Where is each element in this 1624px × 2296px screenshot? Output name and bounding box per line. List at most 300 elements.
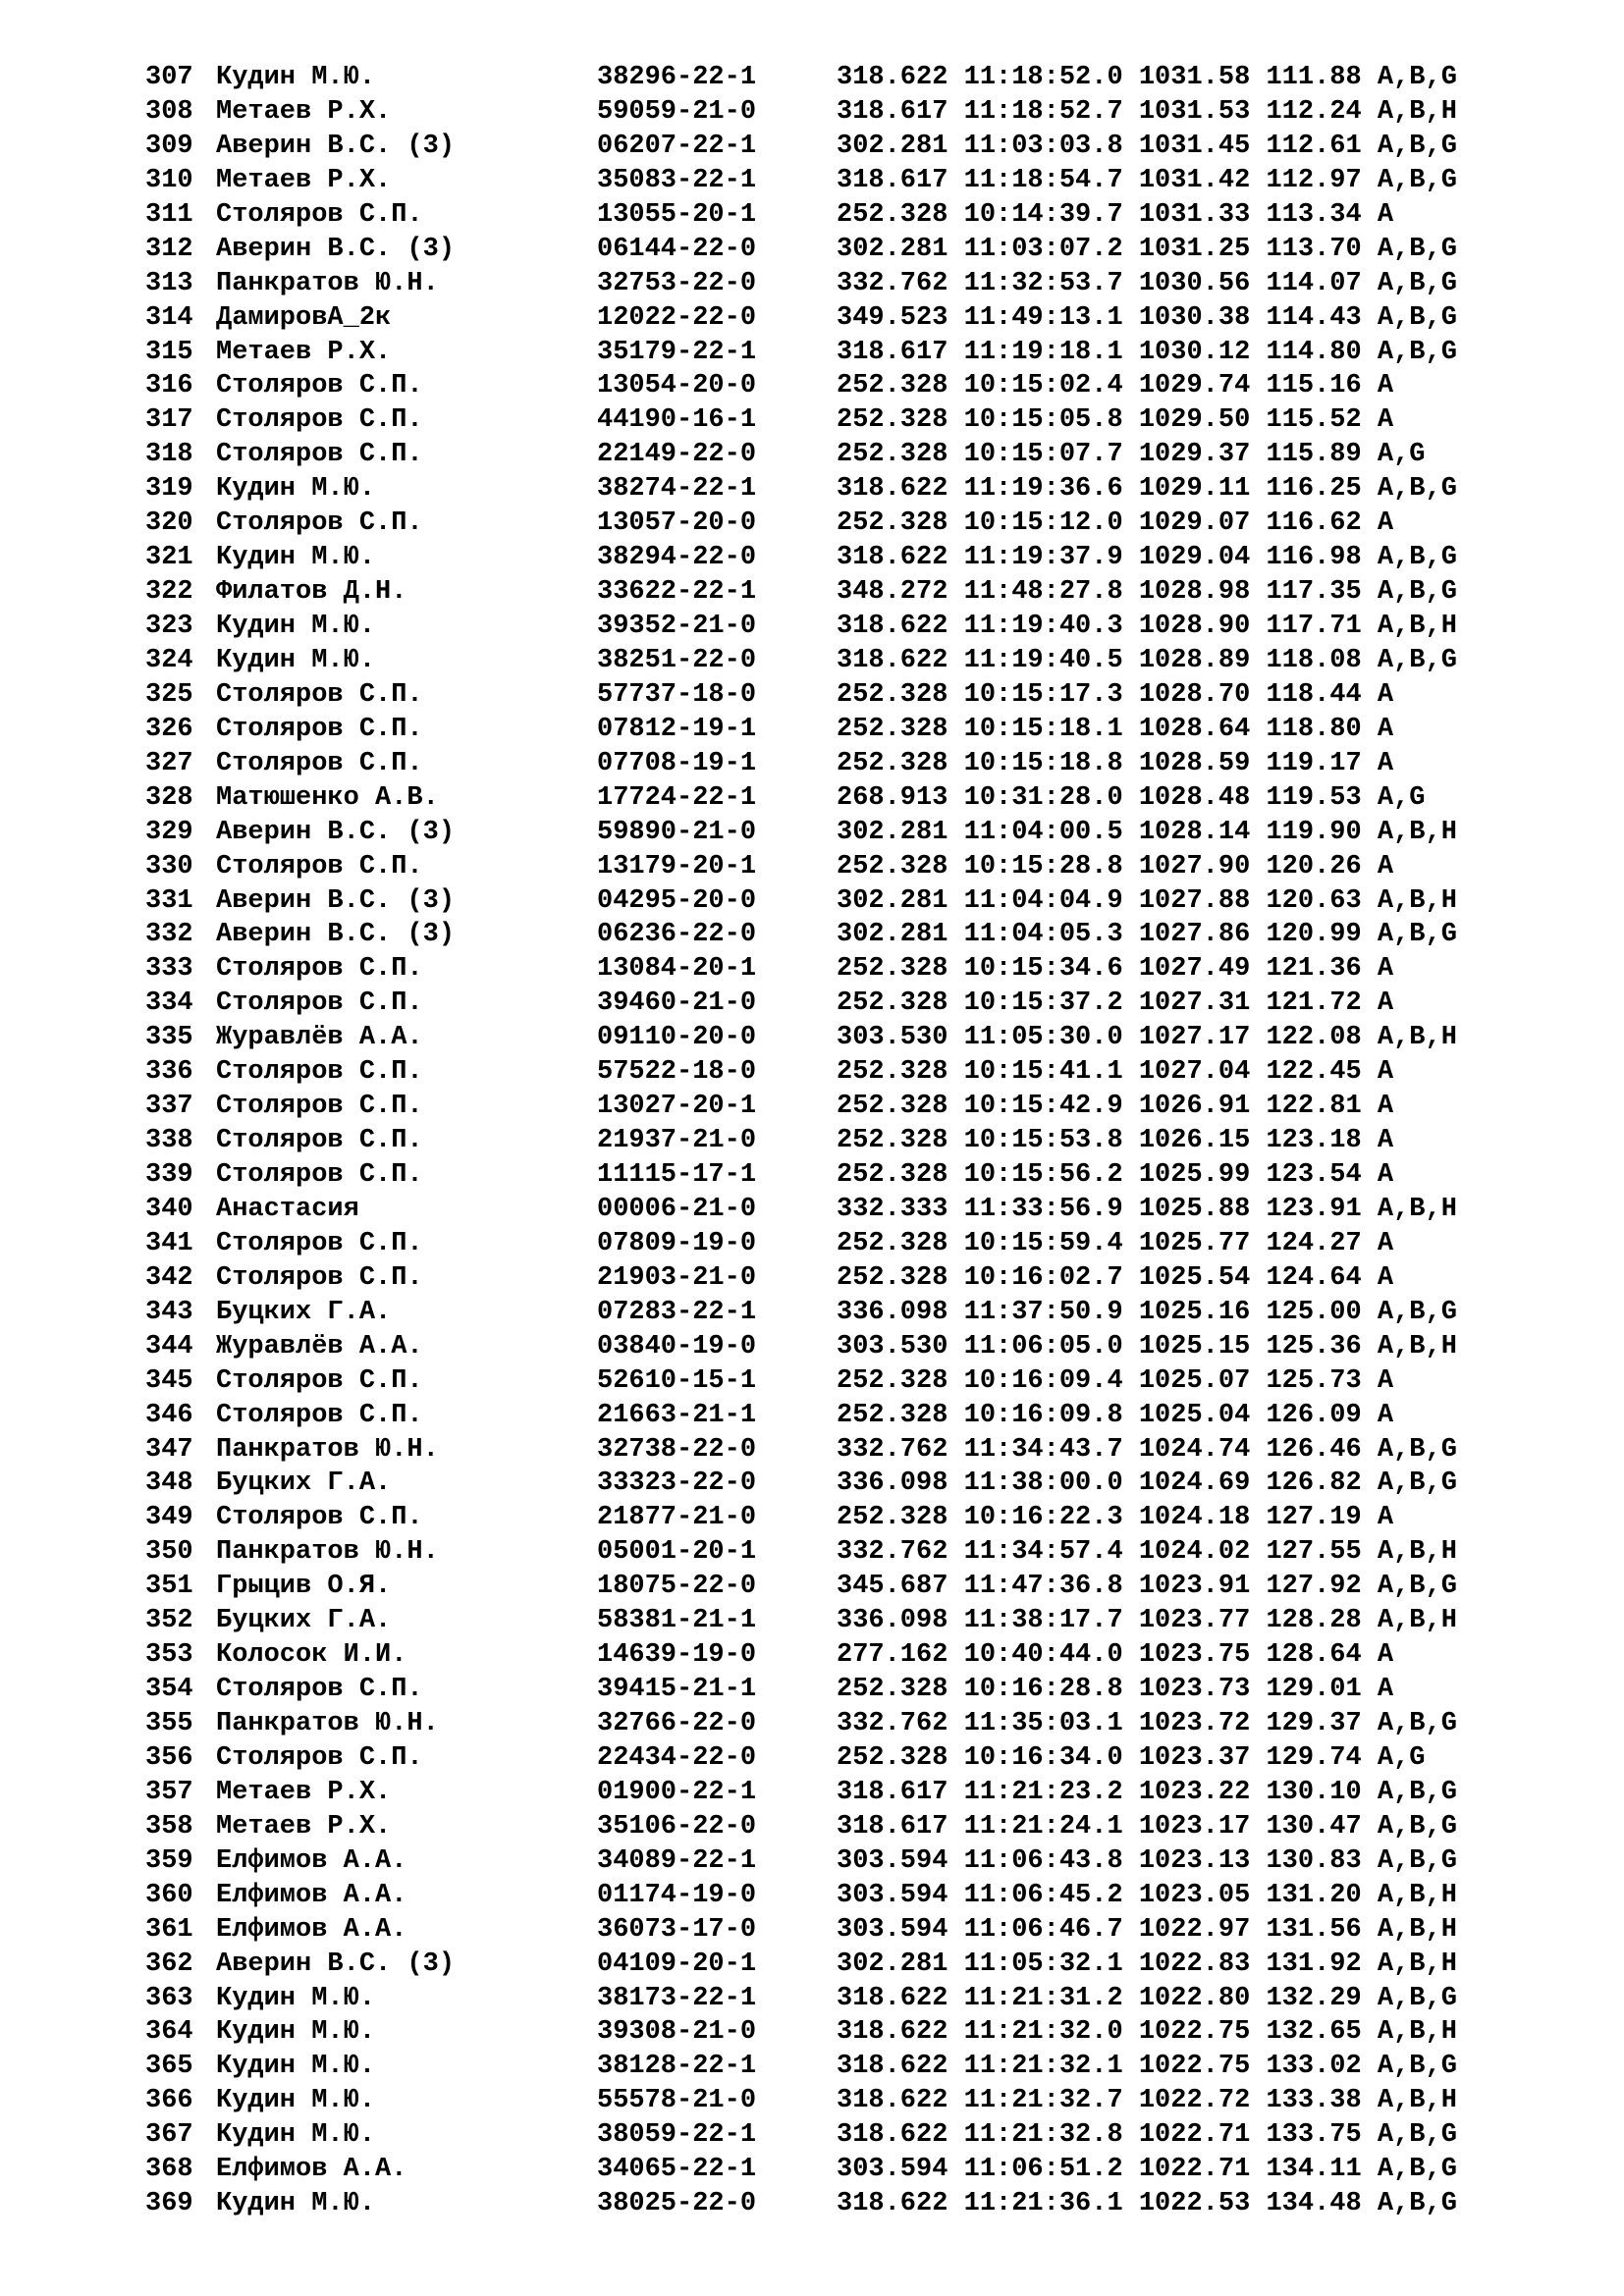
row-number: 314 bbox=[145, 302, 193, 333]
participant-name: Кудин М.Ю. bbox=[216, 543, 376, 573]
ring-id: 18075-22-0 bbox=[597, 1572, 757, 1602]
row-number: 323 bbox=[145, 612, 193, 641]
table-row bbox=[0, 2118, 1624, 2153]
participant-name: Кудин М.Ю. bbox=[216, 645, 376, 675]
result-values: 349.523 11:49:13.1 1030.38 114.43 A,B,G bbox=[837, 302, 1457, 333]
ring-id: 35083-22-1 bbox=[597, 165, 757, 195]
result-values: 302.281 11:04:05.3 1027.86 120.99 A,B,G bbox=[837, 920, 1457, 950]
participant-name: Метаев Р.Х. bbox=[216, 1811, 392, 1842]
row-number: 321 bbox=[145, 543, 193, 573]
participant-name: Метаев Р.Х. bbox=[216, 96, 392, 127]
ring-id: 39308-21-0 bbox=[597, 2017, 757, 2048]
participant-name: Столяров С.П. bbox=[216, 1503, 423, 1533]
row-number: 336 bbox=[145, 1057, 193, 1088]
row-number: 356 bbox=[145, 1742, 193, 1773]
result-values: 303.594 11:06:45.2 1023.05 131.20 A,B,H bbox=[837, 1880, 1457, 1910]
row-number: 320 bbox=[145, 508, 193, 539]
result-values: 332.762 11:34:43.7 1024.74 126.46 A,B,G bbox=[837, 1434, 1457, 1465]
table-row bbox=[0, 2015, 1624, 2050]
row-number: 332 bbox=[145, 920, 193, 950]
row-number: 352 bbox=[145, 1606, 193, 1636]
result-values: 303.530 11:06:05.0 1025.15 125.36 A,B,H bbox=[837, 1331, 1457, 1362]
result-values: 336.098 11:38:00.0 1024.69 126.82 A,B,G bbox=[837, 1468, 1457, 1499]
table-row bbox=[0, 336, 1624, 370]
row-number: 315 bbox=[145, 337, 193, 367]
participant-name: Столяров С.П. bbox=[216, 1092, 423, 1122]
row-number: 353 bbox=[145, 1640, 193, 1671]
ring-id: 33323-22-0 bbox=[597, 1468, 757, 1499]
row-number: 366 bbox=[145, 2086, 193, 2116]
result-values: 252.328 10:15:42.9 1026.91 122.81 A bbox=[837, 1092, 1394, 1122]
result-values: 302.281 11:05:32.1 1022.83 131.92 A,B,H bbox=[837, 1949, 1457, 1979]
participant-name: Кудин М.Ю. bbox=[216, 2120, 376, 2151]
participant-name: Буцких Г.А. bbox=[216, 1297, 392, 1327]
ring-id: 22149-22-0 bbox=[597, 440, 757, 470]
ring-id: 55578-21-0 bbox=[597, 2086, 757, 2116]
ring-id: 03840-19-0 bbox=[597, 1331, 757, 1362]
participant-name: Столяров С.П. bbox=[216, 988, 423, 1019]
row-number: 344 bbox=[145, 1331, 193, 1362]
result-values: 252.328 10:16:22.3 1024.18 127.19 A bbox=[837, 1503, 1394, 1533]
ring-id: 21937-21-0 bbox=[597, 1126, 757, 1156]
row-number: 359 bbox=[145, 1845, 193, 1876]
table-row bbox=[0, 1364, 1624, 1399]
table-row bbox=[0, 1776, 1624, 1810]
table-row bbox=[0, 713, 1624, 747]
table-row bbox=[0, 2153, 1624, 2187]
row-number: 327 bbox=[145, 748, 193, 778]
ring-id: 13054-20-0 bbox=[597, 371, 757, 401]
table-row bbox=[0, 1570, 1624, 1604]
table-row bbox=[0, 1604, 1624, 1638]
result-values: 302.281 11:04:00.5 1028.14 119.90 A,B,H bbox=[837, 817, 1457, 847]
table-row bbox=[0, 1673, 1624, 1707]
result-values: 302.281 11:03:07.2 1031.25 113.70 A,B,G bbox=[837, 234, 1457, 264]
table-row bbox=[0, 1501, 1624, 1535]
table-row bbox=[0, 678, 1624, 713]
table-row bbox=[0, 1467, 1624, 1501]
participant-name: Кудин М.Ю. bbox=[216, 2189, 376, 2219]
result-values: 318.617 11:21:24.1 1023.17 130.47 A,B,G bbox=[837, 1811, 1457, 1842]
row-number: 354 bbox=[145, 1675, 193, 1705]
table-row bbox=[0, 1879, 1624, 1913]
participant-name: Буцких Г.А. bbox=[216, 1606, 392, 1636]
result-values: 252.328 10:16:34.0 1023.37 129.74 A,G bbox=[837, 1742, 1426, 1773]
participant-name: Кудин М.Ю. bbox=[216, 63, 376, 92]
table-row bbox=[0, 198, 1624, 233]
result-values: 252.328 10:15:02.4 1029.74 115.16 A bbox=[837, 371, 1394, 401]
participant-name: Столяров С.П. bbox=[216, 1675, 423, 1705]
participant-name: Анастасия bbox=[216, 1194, 359, 1224]
table-row bbox=[0, 1296, 1624, 1330]
participant-name: Столяров С.П. bbox=[216, 954, 423, 985]
participant-name: Аверин В.С. (3) bbox=[216, 1949, 456, 1979]
participant-name: Столяров С.П. bbox=[216, 1262, 423, 1293]
participant-name: Матюшенко А.В. bbox=[216, 782, 439, 813]
table-row bbox=[0, 850, 1624, 884]
result-values: 303.530 11:05:30.0 1027.17 122.08 A,B,H bbox=[837, 1023, 1457, 1053]
ring-id: 22434-22-0 bbox=[597, 1742, 757, 1773]
table-row bbox=[0, 1158, 1624, 1193]
ring-id: 07809-19-0 bbox=[597, 1228, 757, 1258]
ring-id: 11115-17-1 bbox=[597, 1160, 757, 1190]
row-number: 318 bbox=[145, 440, 193, 470]
result-values: 252.328 10:15:56.2 1025.99 123.54 A bbox=[837, 1160, 1394, 1190]
row-number: 362 bbox=[145, 1949, 193, 1979]
ring-id: 44190-16-1 bbox=[597, 405, 757, 436]
participant-name: Панкратов Ю.Н. bbox=[216, 268, 439, 298]
row-number: 339 bbox=[145, 1160, 193, 1190]
row-number: 364 bbox=[145, 2017, 193, 2048]
ring-id: 39460-21-0 bbox=[597, 988, 757, 1019]
result-values: 332.762 11:35:03.1 1023.72 129.37 A,B,G bbox=[837, 1709, 1457, 1738]
row-number: 308 bbox=[145, 96, 193, 127]
table-row bbox=[0, 130, 1624, 164]
table-row bbox=[0, 884, 1624, 919]
row-number: 331 bbox=[145, 885, 193, 916]
row-number: 313 bbox=[145, 268, 193, 298]
ring-id: 35179-22-1 bbox=[597, 337, 757, 367]
table-row bbox=[0, 1913, 1624, 1948]
row-number: 311 bbox=[145, 199, 193, 230]
ring-id: 38251-22-0 bbox=[597, 645, 757, 675]
ring-id: 04109-20-1 bbox=[597, 1949, 757, 1979]
participant-name: Журавлёв А.А. bbox=[216, 1331, 423, 1362]
ring-id: 12022-22-0 bbox=[597, 302, 757, 333]
row-number: 324 bbox=[145, 645, 193, 675]
table-row bbox=[0, 1090, 1624, 1124]
result-values: 252.328 10:16:09.4 1025.07 125.73 A bbox=[837, 1365, 1394, 1396]
ring-id: 38274-22-1 bbox=[597, 474, 757, 505]
table-row bbox=[0, 575, 1624, 610]
participant-name: Аверин В.С. (3) bbox=[216, 885, 456, 916]
participant-name: Столяров С.П. bbox=[216, 1400, 423, 1430]
result-values: 252.328 10:14:39.7 1031.33 113.34 A bbox=[837, 199, 1394, 230]
result-values: 252.328 10:15:34.6 1027.49 121.36 A bbox=[837, 954, 1394, 985]
participant-name: Столяров С.П. bbox=[216, 405, 423, 436]
row-number: 325 bbox=[145, 679, 193, 710]
row-number: 365 bbox=[145, 2052, 193, 2082]
result-values: 348.272 11:48:27.8 1028.98 117.35 A,B,G bbox=[837, 577, 1457, 608]
result-values: 252.328 10:15:12.0 1029.07 116.62 A bbox=[837, 508, 1394, 539]
table-row bbox=[0, 1330, 1624, 1364]
table-row bbox=[0, 164, 1624, 198]
result-values: 252.328 10:15:05.8 1029.50 115.52 A bbox=[837, 405, 1394, 436]
table-row bbox=[0, 267, 1624, 301]
row-number: 341 bbox=[145, 1228, 193, 1258]
participant-name: Аверин В.С. (3) bbox=[216, 817, 456, 847]
results-table bbox=[0, 61, 1624, 2221]
ring-id: 38128-22-1 bbox=[597, 2052, 757, 2082]
table-row bbox=[0, 781, 1624, 816]
table-row bbox=[0, 369, 1624, 403]
ring-id: 13084-20-1 bbox=[597, 954, 757, 985]
table-row bbox=[0, 1399, 1624, 1433]
ring-id: 32753-22-0 bbox=[597, 268, 757, 298]
table-row bbox=[0, 1810, 1624, 1844]
participant-name: Столяров С.П. bbox=[216, 1057, 423, 1088]
row-number: 342 bbox=[145, 1262, 193, 1293]
participant-name: Столяров С.П. bbox=[216, 679, 423, 710]
participant-name: Грыцив О.Я. bbox=[216, 1572, 392, 1602]
table-row bbox=[0, 95, 1624, 130]
participant-name: Столяров С.П. bbox=[216, 508, 423, 539]
participant-name: Кудин М.Ю. bbox=[216, 2052, 376, 2082]
table-row bbox=[0, 2084, 1624, 2118]
result-values: 318.622 11:21:32.0 1022.75 132.65 A,B,H bbox=[837, 2017, 1457, 2048]
participant-name: Панкратов Ю.Н. bbox=[216, 1434, 439, 1465]
row-number: 343 bbox=[145, 1297, 193, 1327]
table-row bbox=[0, 1261, 1624, 1296]
row-number: 351 bbox=[145, 1572, 193, 1602]
result-values: 252.328 10:15:28.8 1027.90 120.26 A bbox=[837, 851, 1394, 881]
table-row bbox=[0, 61, 1624, 95]
row-number: 338 bbox=[145, 1126, 193, 1156]
participant-name: Кудин М.Ю. bbox=[216, 612, 376, 641]
participant-name: Столяров С.П. bbox=[216, 1228, 423, 1258]
participant-name: Кудин М.Ю. bbox=[216, 2086, 376, 2116]
table-row bbox=[0, 2187, 1624, 2221]
row-number: 329 bbox=[145, 817, 193, 847]
table-row bbox=[0, 610, 1624, 644]
participant-name: Столяров С.П. bbox=[216, 1160, 423, 1190]
result-values: 303.594 11:06:43.8 1023.13 130.83 A,B,G bbox=[837, 1845, 1457, 1876]
result-values: 303.594 11:06:51.2 1022.71 134.11 A,B,G bbox=[837, 2155, 1457, 2185]
ring-id: 17724-22-1 bbox=[597, 782, 757, 813]
table-row bbox=[0, 233, 1624, 267]
ring-id: 58381-21-1 bbox=[597, 1606, 757, 1636]
participant-name: Аверин В.С. (3) bbox=[216, 234, 456, 264]
participant-name: Кудин М.Ю. bbox=[216, 474, 376, 505]
ring-id: 06236-22-0 bbox=[597, 920, 757, 950]
row-number: 328 bbox=[145, 782, 193, 813]
row-number: 316 bbox=[145, 371, 193, 401]
ring-id: 21903-21-0 bbox=[597, 1262, 757, 1293]
table-row bbox=[0, 747, 1624, 781]
result-values: 252.328 10:16:09.8 1025.04 126.09 A bbox=[837, 1400, 1394, 1430]
row-number: 337 bbox=[145, 1092, 193, 1122]
ring-id: 34089-22-1 bbox=[597, 1845, 757, 1876]
row-number: 307 bbox=[145, 63, 193, 92]
participant-name: Столяров С.П. bbox=[216, 748, 423, 778]
result-values: 332.762 11:32:53.7 1030.56 114.07 A,B,G bbox=[837, 268, 1457, 298]
result-values: 332.762 11:34:57.4 1024.02 127.55 A,B,H bbox=[837, 1537, 1457, 1568]
result-values: 318.617 11:19:18.1 1030.12 114.80 A,B,G bbox=[837, 337, 1457, 367]
ring-id: 39352-21-0 bbox=[597, 612, 757, 641]
participant-name: Буцких Г.А. bbox=[216, 1468, 392, 1499]
table-row bbox=[0, 1193, 1624, 1227]
result-values: 318.622 11:18:52.0 1031.58 111.88 A,B,G bbox=[837, 63, 1457, 92]
result-values: 318.622 11:19:37.9 1029.04 116.98 A,B,G bbox=[837, 543, 1457, 573]
result-values: 268.913 10:31:28.0 1028.48 119.53 A,G bbox=[837, 782, 1426, 813]
participant-name: Столяров С.П. bbox=[216, 714, 423, 744]
row-number: 333 bbox=[145, 954, 193, 985]
row-number: 349 bbox=[145, 1503, 193, 1533]
table-row bbox=[0, 438, 1624, 472]
row-number: 361 bbox=[145, 1914, 193, 1945]
participant-name: Столяров С.П. bbox=[216, 371, 423, 401]
table-row bbox=[0, 1055, 1624, 1090]
ring-id: 06207-22-1 bbox=[597, 131, 757, 161]
participant-name: Елфимов А.А. bbox=[216, 1845, 407, 1876]
participant-name: Панкратов Ю.Н. bbox=[216, 1537, 439, 1568]
result-values: 318.622 11:19:40.3 1028.90 117.71 A,B,H bbox=[837, 612, 1457, 641]
row-number: 326 bbox=[145, 714, 193, 744]
row-number: 334 bbox=[145, 988, 193, 1019]
row-number: 348 bbox=[145, 1468, 193, 1499]
result-values: 318.622 11:19:36.6 1029.11 116.25 A,B,G bbox=[837, 474, 1457, 505]
table-row bbox=[0, 1948, 1624, 1982]
result-values: 252.328 10:15:59.4 1025.77 124.27 A bbox=[837, 1228, 1394, 1258]
ring-id: 09110-20-0 bbox=[597, 1023, 757, 1053]
result-values: 318.617 11:21:23.2 1023.22 130.10 A,B,G bbox=[837, 1777, 1457, 1807]
participant-name: Елфимов А.А. bbox=[216, 1880, 407, 1910]
result-values: 332.333 11:33:56.9 1025.88 123.91 A,B,H bbox=[837, 1194, 1457, 1224]
result-values: 336.098 11:37:50.9 1025.16 125.00 A,B,G bbox=[837, 1297, 1457, 1327]
ring-id: 57522-18-0 bbox=[597, 1057, 757, 1088]
ring-id: 01900-22-1 bbox=[597, 1777, 757, 1807]
participant-name: Колосок И.И. bbox=[216, 1640, 407, 1671]
participant-name: Елфимов А.А. bbox=[216, 2155, 407, 2185]
result-values: 252.328 10:15:53.8 1026.15 123.18 A bbox=[837, 1126, 1394, 1156]
result-values: 252.328 10:15:18.8 1028.59 119.17 A bbox=[837, 748, 1394, 778]
row-number: 319 bbox=[145, 474, 193, 505]
result-values: 252.328 10:16:28.8 1023.73 129.01 A bbox=[837, 1675, 1394, 1705]
result-values: 318.622 11:21:31.2 1022.80 132.29 A,B,G bbox=[837, 1983, 1457, 2013]
row-number: 322 bbox=[145, 577, 193, 608]
row-number: 335 bbox=[145, 1023, 193, 1053]
ring-id: 05001-20-1 bbox=[597, 1537, 757, 1568]
row-number: 369 bbox=[145, 2189, 193, 2219]
result-values: 318.622 11:19:40.5 1028.89 118.08 A,B,G bbox=[837, 645, 1457, 675]
table-row bbox=[0, 301, 1624, 336]
row-number: 340 bbox=[145, 1194, 193, 1224]
row-number: 355 bbox=[145, 1709, 193, 1738]
ring-id: 07283-22-1 bbox=[597, 1297, 757, 1327]
participant-name: Кудин М.Ю. bbox=[216, 2017, 376, 2048]
result-values: 252.328 10:15:07.7 1029.37 115.89 A,G bbox=[837, 440, 1426, 470]
ring-id: 13179-20-1 bbox=[597, 851, 757, 881]
result-values: 318.622 11:21:32.8 1022.71 133.75 A,B,G bbox=[837, 2120, 1457, 2151]
table-row bbox=[0, 403, 1624, 438]
ring-id: 33622-22-1 bbox=[597, 577, 757, 608]
table-row bbox=[0, 1021, 1624, 1055]
row-number: 357 bbox=[145, 1777, 193, 1807]
row-number: 350 bbox=[145, 1537, 193, 1568]
result-values: 318.622 11:21:32.1 1022.75 133.02 A,B,G bbox=[837, 2052, 1457, 2082]
table-row bbox=[0, 1227, 1624, 1261]
ring-id: 59890-21-0 bbox=[597, 817, 757, 847]
ring-id: 13027-20-1 bbox=[597, 1092, 757, 1122]
row-number: 346 bbox=[145, 1400, 193, 1430]
table-row bbox=[0, 952, 1624, 987]
participant-name: Метаев Р.Х. bbox=[216, 1777, 392, 1807]
row-number: 358 bbox=[145, 1811, 193, 1842]
result-values: 277.162 10:40:44.0 1023.75 128.64 A bbox=[837, 1640, 1394, 1671]
result-values: 252.328 10:15:18.1 1028.64 118.80 A bbox=[837, 714, 1394, 744]
row-number: 368 bbox=[145, 2155, 193, 2185]
participant-name: Панкратов Ю.Н. bbox=[216, 1709, 439, 1738]
ring-id: 07708-19-1 bbox=[597, 748, 757, 778]
row-number: 312 bbox=[145, 234, 193, 264]
row-number: 360 bbox=[145, 1880, 193, 1910]
ring-id: 32766-22-0 bbox=[597, 1709, 757, 1738]
table-row bbox=[0, 987, 1624, 1021]
row-number: 330 bbox=[145, 851, 193, 881]
row-number: 367 bbox=[145, 2120, 193, 2151]
ring-id: 59059-21-0 bbox=[597, 96, 757, 127]
ring-id: 00006-21-0 bbox=[597, 1194, 757, 1224]
participant-name: Столяров С.П. bbox=[216, 199, 423, 230]
participant-name: Столяров С.П. bbox=[216, 851, 423, 881]
table-row bbox=[0, 2050, 1624, 2084]
participant-name: ДамировА_2к bbox=[216, 302, 392, 333]
participant-name: Елфимов А.А. bbox=[216, 1914, 407, 1945]
table-row bbox=[0, 507, 1624, 541]
participant-name: Аверин В.С. (3) bbox=[216, 920, 456, 950]
table-row bbox=[0, 472, 1624, 507]
table-row bbox=[0, 1638, 1624, 1673]
result-values: 318.622 11:21:36.1 1022.53 134.48 A,B,G bbox=[837, 2189, 1457, 2219]
participant-name: Аверин В.С. (3) bbox=[216, 131, 456, 161]
row-number: 345 bbox=[145, 1365, 193, 1396]
result-values: 252.328 10:15:41.1 1027.04 122.45 A bbox=[837, 1057, 1394, 1088]
table-row bbox=[0, 918, 1624, 952]
result-values: 303.594 11:06:46.7 1022.97 131.56 A,B,H bbox=[837, 1914, 1457, 1945]
row-number: 347 bbox=[145, 1434, 193, 1465]
ring-id: 38296-22-1 bbox=[597, 63, 757, 92]
ring-id: 01174-19-0 bbox=[597, 1880, 757, 1910]
table-row bbox=[0, 1535, 1624, 1570]
participant-name: Филатов Д.Н. bbox=[216, 577, 407, 608]
result-values: 252.328 10:16:02.7 1025.54 124.64 A bbox=[837, 1262, 1394, 1293]
ring-id: 38025-22-0 bbox=[597, 2189, 757, 2219]
participant-name: Столяров С.П. bbox=[216, 440, 423, 470]
table-row bbox=[0, 816, 1624, 850]
ring-id: 36073-17-0 bbox=[597, 1914, 757, 1945]
table-row bbox=[0, 1844, 1624, 1879]
table-row bbox=[0, 541, 1624, 575]
ring-id: 13057-20-0 bbox=[597, 508, 757, 539]
ring-id: 34065-22-1 bbox=[597, 2155, 757, 2185]
ring-id: 21877-21-0 bbox=[597, 1503, 757, 1533]
ring-id: 32738-22-0 bbox=[597, 1434, 757, 1465]
table-row bbox=[0, 1124, 1624, 1158]
participant-name: Столяров С.П. bbox=[216, 1742, 423, 1773]
result-values: 302.281 11:03:03.8 1031.45 112.61 A,B,G bbox=[837, 131, 1457, 161]
ring-id: 04295-20-0 bbox=[597, 885, 757, 916]
result-values: 336.098 11:38:17.7 1023.77 128.28 A,B,H bbox=[837, 1606, 1457, 1636]
ring-id: 52610-15-1 bbox=[597, 1365, 757, 1396]
ring-id: 39415-21-1 bbox=[597, 1675, 757, 1705]
table-row bbox=[0, 644, 1624, 678]
ring-id: 21663-21-1 bbox=[597, 1400, 757, 1430]
participant-name: Столяров С.П. bbox=[216, 1365, 423, 1396]
ring-id: 13055-20-1 bbox=[597, 199, 757, 230]
ring-id: 57737-18-0 bbox=[597, 679, 757, 710]
result-values: 318.617 11:18:52.7 1031.53 112.24 A,B,H bbox=[837, 96, 1457, 127]
result-values: 302.281 11:04:04.9 1027.88 120.63 A,B,H bbox=[837, 885, 1457, 916]
ring-id: 35106-22-0 bbox=[597, 1811, 757, 1842]
participant-name: Столяров С.П. bbox=[216, 1126, 423, 1156]
ring-id: 38294-22-0 bbox=[597, 543, 757, 573]
ring-id: 38173-22-1 bbox=[597, 1983, 757, 2013]
participant-name: Кудин М.Ю. bbox=[216, 1983, 376, 2013]
result-values: 318.622 11:21:32.7 1022.72 133.38 A,B,H bbox=[837, 2086, 1457, 2116]
result-values: 252.328 10:15:37.2 1027.31 121.72 A bbox=[837, 988, 1394, 1019]
ring-id: 06144-22-0 bbox=[597, 234, 757, 264]
row-number: 363 bbox=[145, 1983, 193, 2013]
